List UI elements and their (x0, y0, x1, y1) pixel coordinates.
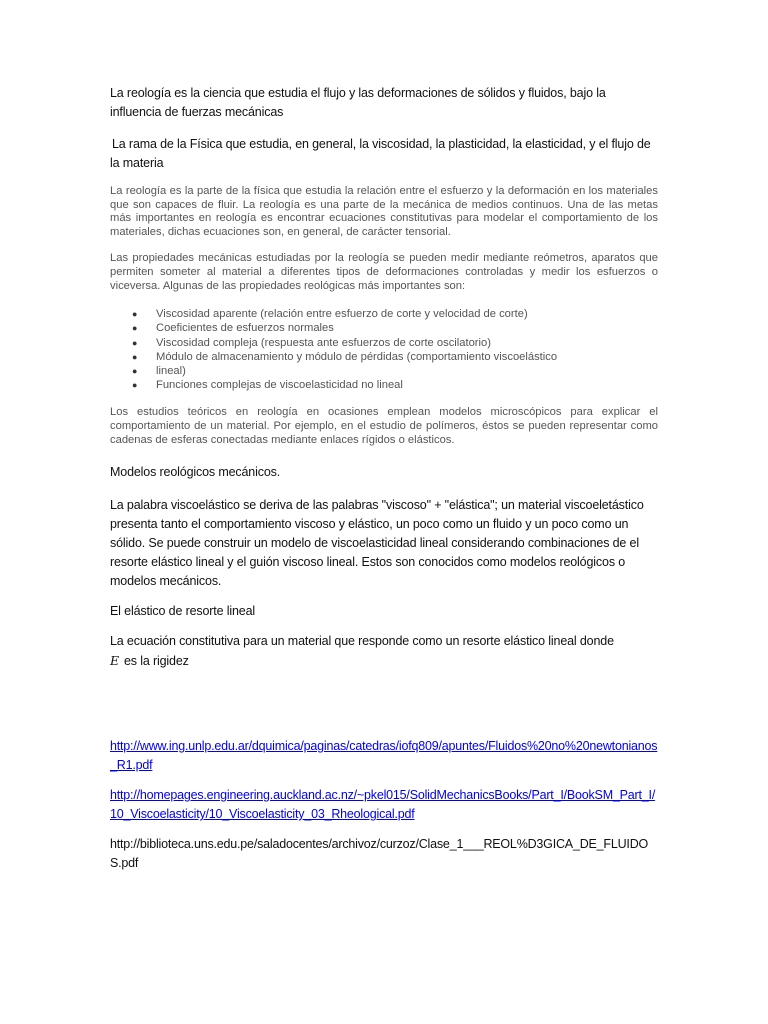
properties-list (110, 307, 658, 392)
variable-e: E (110, 653, 119, 669)
intro-paragraph-2: La rama de la Física que estudia, en general, la viscosidad, la plasticidad, la elasticidad, y el flujo de la materia (110, 137, 651, 170)
paragraph-ecuacion (110, 632, 658, 671)
list-item: ● Módulo de almacenamiento y módulo de pérdidas (comportamiento viscoelástico (132, 350, 558, 363)
paragraph-ecuacion-tail: es la rigidez (123, 654, 189, 669)
paragraph-ecuacion-text: La ecuación constitutiva para un material que responde como un resorte elástico lineal donde (110, 634, 614, 649)
reference-link-1[interactable]: http://www.ing.unlp.edu.ar/dquimica/paginas/catedras/iofq809/apuntes/Fluidos%20no%20newtonianos_R1.pdf (110, 739, 658, 773)
reference-url-3: http://biblioteca.uns.edu.pe/saladocentes/archivoz/curzoz/Clase_1___REOL%D3GICA_DE_FLUIDOS.pdf (110, 837, 649, 871)
list-item: ● lineal) (132, 364, 186, 377)
quoted-paragraph-3: Los estudios teóricos en reología en ocasiones emplean modelos microscópicos para explicar el comportamiento de un material. Por ejemplo, en el estudio de polímeros, éstos se pueden representar como cadenas de esferas conectadas mediante enlaces rígidos o elásticos. (110, 406, 658, 446)
references (110, 737, 658, 873)
list-item: ● Coeficientes de esfuerzos normales (132, 322, 334, 335)
bullet-icon: ● (132, 309, 138, 320)
paragraph-viscoelastico: La palabra viscoelástico se deriva de las palabras "viscoso" + "elástica"; un material viscoeletástico presenta tanto el comportamiento viscoso y elástico, un poco como un fluido y un poco como un sólido. Se puede construir un modelo de viscoelasticidad lineal considerando combinaciones de el resorte elástico lineal y el guión viscoso lineal. Estos son conocidos como modelos reológicos o modelos mecánicos. (110, 498, 644, 589)
bullet-icon: ● (132, 380, 138, 391)
heading-modelos: Modelos reológicos mecánicos. (110, 465, 281, 480)
bullet-icon: ● (132, 365, 138, 376)
reference-link-2[interactable]: http://homepages.engineering.auckland.ac.nz/~pkel015/SolidMechanicsBooks/Part_I/BookSM_Part_I/10_Viscoelasticity/10_Viscoelasticity_03_Rheological.pdf (110, 788, 656, 822)
heading-elastico: El elástico de resorte lineal (110, 604, 256, 619)
quoted-paragraph-1: La reología es la parte de la física que estudia la relación entre el esfuerzo y la deformación en los materiales que son capaces de fluir. La reología es una parte de la mecánica de medios continuos. Una de las metas más importantes en reología es encontrar ecuaciones constitutivas para modelar el comportamiento de los materiales, dichas ecuaciones son, en general, de carácter tensorial. (110, 185, 658, 238)
intro-paragraph-1: La reología es la ciencia que estudia el flujo y las deformaciones de sólidos y fluidos, bajo la influencia de fuerzas mecánicas (110, 86, 606, 119)
bullet-icon: ● (132, 337, 138, 348)
document-page (110, 84, 658, 873)
quoted-paragraph-2: Las propiedades mecánicas estudiadas por la reología se pueden medir mediante reómetros, aparatos que permiten someter al material a diferentes tipos de deformaciones controladas y medir los esfuerzos o viceversa. Algunas de las propiedades reológicas más importantes son: (110, 252, 658, 292)
list-item: ● Viscosidad aparente (relación entre esfuerzo de corte y velocidad de corte) (132, 308, 528, 321)
bullet-icon: ● (132, 323, 138, 334)
bullet-icon: ● (132, 351, 138, 362)
list-item: ● Funciones complejas de viscoelasticidad no lineal (132, 379, 403, 392)
list-item: ● Viscosidad compleja (respuesta ante esfuerzos de corte oscilatorio) (132, 336, 491, 349)
